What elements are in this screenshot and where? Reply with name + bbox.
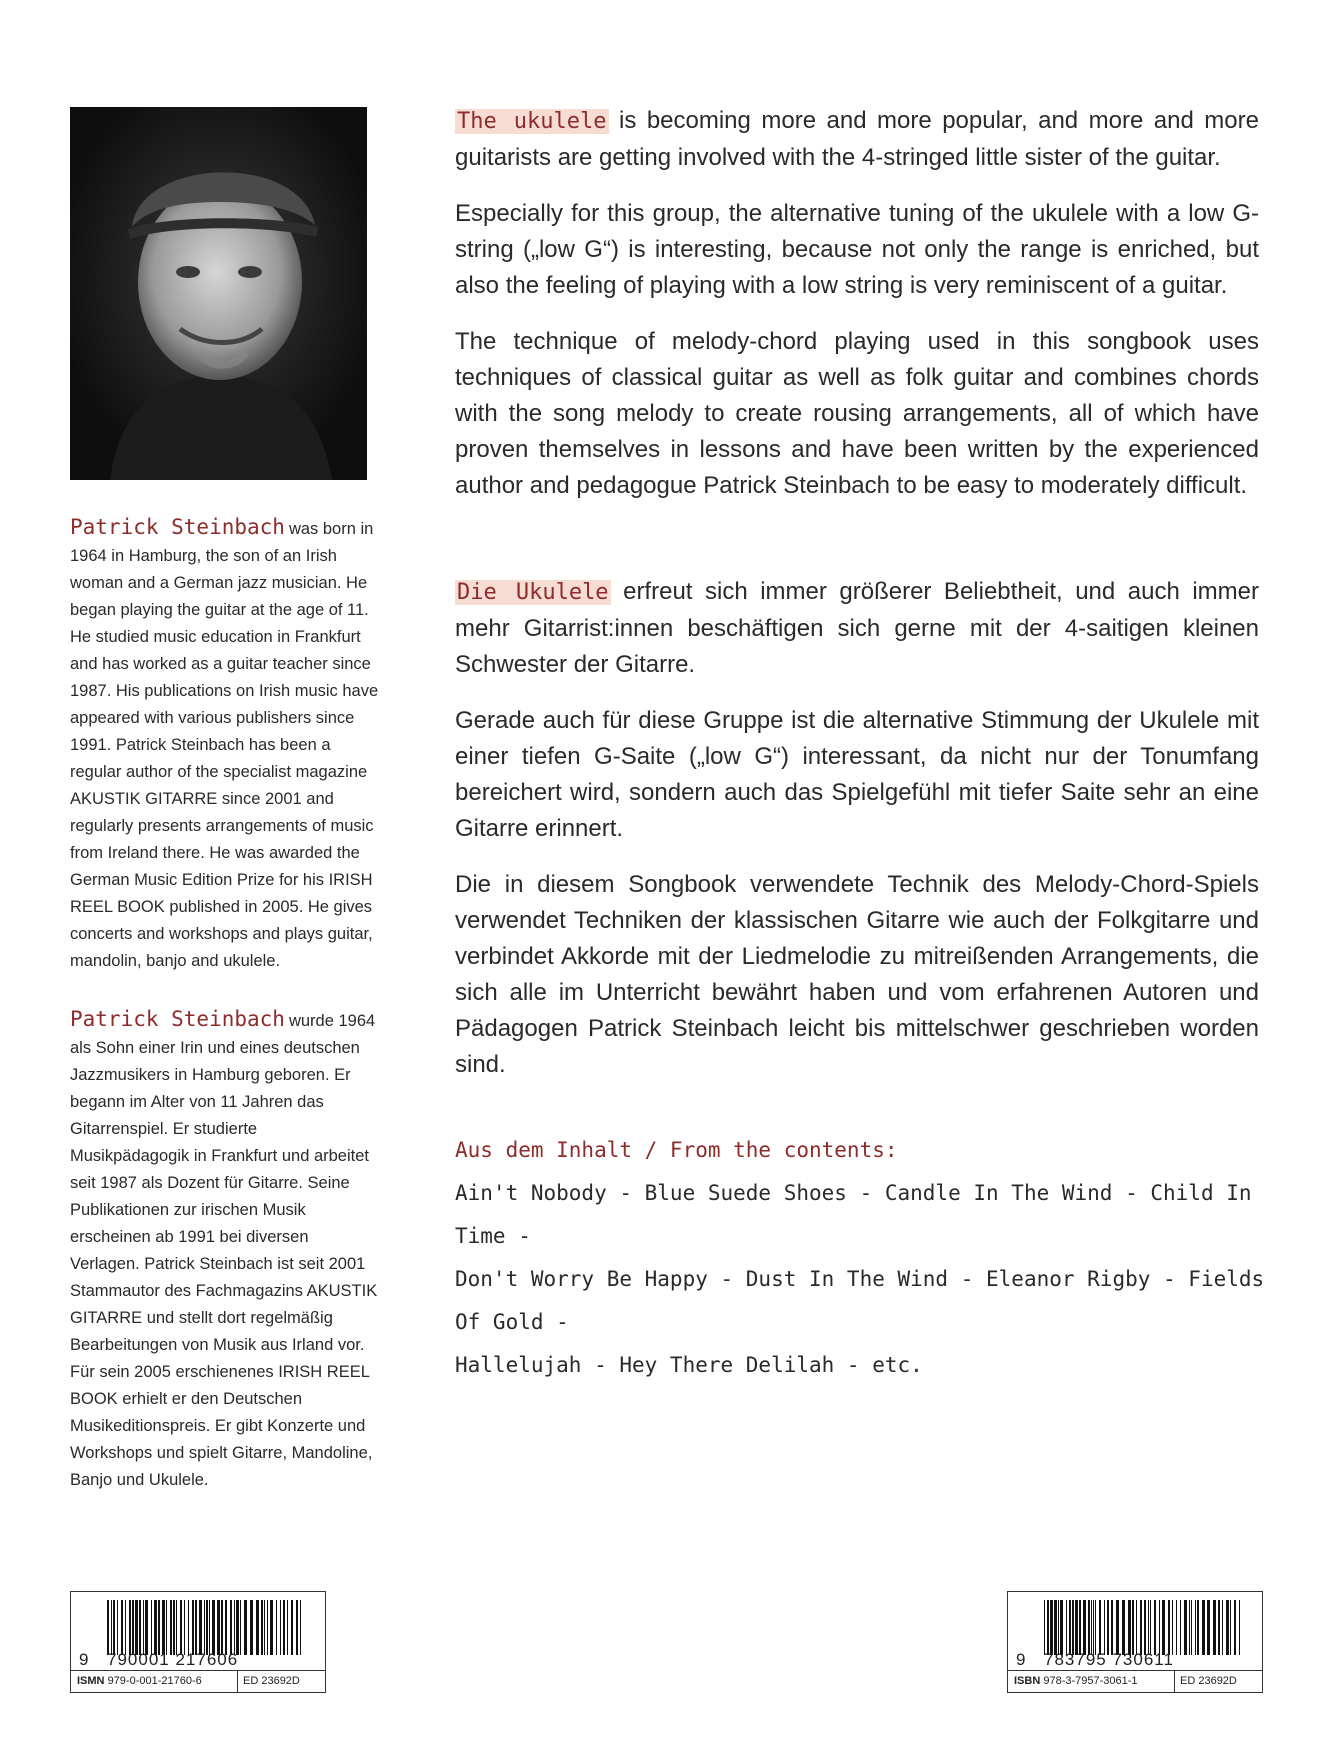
barcode-bar	[158, 1600, 160, 1655]
barcode-bar	[1230, 1600, 1231, 1655]
barcode-bar	[280, 1600, 281, 1655]
edition-number: ED 23692D	[1180, 1675, 1237, 1687]
code-value: 979-0-001-21760-6	[107, 1675, 202, 1687]
barcode-bar	[1066, 1600, 1067, 1655]
contents-section	[455, 1134, 1285, 1387]
code-value: 978-3-7957-3061-1	[1043, 1675, 1138, 1687]
barcode-bar	[1150, 1600, 1151, 1655]
barcode-bar	[176, 1600, 177, 1655]
barcode-bar	[1180, 1600, 1181, 1655]
barcode-bar	[1091, 1600, 1092, 1655]
barcode-bar	[1054, 1600, 1057, 1655]
code-label: ISBN	[1014, 1675, 1041, 1687]
english-description	[455, 103, 1259, 524]
barcode-bar	[1083, 1600, 1086, 1655]
barcode-bar	[1069, 1600, 1071, 1655]
barcode-bar	[250, 1600, 253, 1655]
barcode-bar	[1226, 1600, 1229, 1655]
en-paragraph-3: The technique of melody-chord playing used in this songbook uses techniques of classical guitar as well as folk guitar and combines chords with the song melody to create rousing arrangements, all of which have proven themselves in lessons and have been written by the experienced author and pedagogue Patrick Steinbach to be easy to moderately difficult.	[455, 328, 1259, 499]
de-p1-text: erfreut sich immer größerer Beliebtheit, und auch immer mehr Gitarrist:innen beschäftigen sich gerne mit der 4-saitigen kleinen Schwester der Gitarre.	[455, 578, 1259, 678]
barcode-bar	[151, 1600, 152, 1655]
barcode-bar	[1140, 1600, 1142, 1655]
barcode-bar	[188, 1600, 189, 1655]
barcode-bar	[283, 1600, 285, 1655]
barcode-bar	[184, 1600, 185, 1655]
barcode-bar	[117, 1600, 118, 1655]
barcode-bar	[264, 1600, 265, 1655]
barcode-bar	[1095, 1600, 1096, 1655]
barcode-bar	[1172, 1600, 1173, 1655]
barcode-bar	[230, 1600, 232, 1655]
barcode-bar	[135, 1600, 138, 1655]
isbn-barcode	[1007, 1591, 1263, 1693]
barcode-bar	[206, 1600, 208, 1655]
en-paragraph-2: Especially for this group, the alternative tuning of the ukulele with a low G-string („low G“) is interesting, because not only the range is enriched, but also the feeling of playing with a low string is very reminiscent of a guitar.	[455, 200, 1259, 299]
barcode-bar	[1072, 1600, 1074, 1655]
barcode-bar	[173, 1600, 175, 1655]
contents-list	[455, 1172, 1285, 1387]
barcode-first-digit: 9	[1016, 1650, 1026, 1669]
barcode-bar	[180, 1600, 182, 1655]
author-bio-english	[70, 514, 380, 975]
en-paragraph-1	[455, 103, 1259, 176]
barcode-bar	[221, 1600, 223, 1655]
barcode-footer	[71, 1670, 325, 1693]
barcode-bar	[225, 1600, 227, 1655]
barcode-bar	[145, 1600, 148, 1655]
barcode-bar	[1197, 1600, 1199, 1655]
barcode-bar	[121, 1600, 123, 1655]
divider	[1174, 1671, 1175, 1693]
barcode-bar	[129, 1600, 131, 1655]
barcode-bar	[1239, 1600, 1240, 1655]
barcode-bar	[1234, 1600, 1236, 1655]
barcode-bar	[1050, 1600, 1053, 1655]
barcode-bar	[1075, 1600, 1078, 1655]
barcode-bar	[270, 1600, 273, 1655]
barcode-bar	[1195, 1600, 1196, 1655]
barcode-bar	[192, 1600, 194, 1655]
barcode-bar	[1047, 1600, 1049, 1655]
code-label: ISMN	[77, 1675, 105, 1687]
author-name: Patrick Steinbach	[70, 1007, 285, 1031]
barcode-bar	[199, 1600, 202, 1655]
author-bio-german	[70, 1006, 380, 1494]
barcode-bar	[300, 1600, 301, 1655]
barcode-bar	[1132, 1600, 1134, 1655]
barcode-bar	[111, 1600, 112, 1655]
barcode-bar	[1144, 1600, 1146, 1655]
barcode-bar	[234, 1600, 235, 1655]
barcode-bar	[1191, 1600, 1192, 1655]
barcode-bar	[107, 1600, 109, 1655]
barcode-bar	[1088, 1600, 1090, 1655]
barcode-bar	[125, 1600, 126, 1655]
divider	[237, 1671, 238, 1693]
barcode-bars	[1044, 1600, 1244, 1655]
barcode-first-digit: 9	[79, 1650, 89, 1669]
ismn-barcode	[70, 1591, 326, 1693]
bio-text: was born in 1964 in Hamburg, the son of an Irish woman and a German jazz musician. He began playing the guitar at the age of 11. He studied music education in Frankfurt and has worked as a guitar teacher since 1987. His publications on Irish music have appeared with various publishers since 1991. Patrick Steinbach has been a regular author of the specialist magazine AKUSTIK GITARRE since 2001 and regularly presents arrangements of music from Ireland there. He was awarded the German Music Edition Prize for his IRISH REEL BOOK published in 2005. He gives concerts and workshops and plays guitar, mandolin, banjo and ukulele.	[70, 520, 379, 970]
barcode-bar	[1111, 1600, 1113, 1655]
barcode-bar	[113, 1600, 115, 1655]
bio-text: wurde 1964 als Sohn einer Irin und eines deutschen Jazzmusikers in Hamburg geboren. Er begann im Alter von 11 Jahren das Gitarrenspiel. Er studierte Musikpädagogik in Frankfurt und arbeitet seit 1987 als Dozent für Gitarre. Seine Publikationen zur irischen Musik erscheinen ab 1991 bei diversen Verlagen. Patrick Steinbach ist seit 2001 Stammautor des Fachmagazins AKUSTIK GITARRE und stellt dort regelmäßig Bearbeitungen von Musik aus Irland vor. Für sein 2005 erschienenes IRISH REEL BOOK erhielt er den Deutschen Musikeditionspreis. Er gibt Konzerte und Workshops und spielt Gitarre, Mandoline, Banjo und Ukulele.	[70, 1012, 378, 1489]
de-paragraph-2: Gerade auch für diese Gruppe ist die alternative Stimmung der Ukulele mit einer tiefen G-Saite („low G“) interessant, da nicht nur der Tonumfang bereichert wird, sondern auch das Spielgefühl mit tiefer Saite sehr an eine Gitarre erinnert.	[455, 707, 1259, 842]
barcode-bar	[1079, 1600, 1081, 1655]
barcode-bar	[1213, 1600, 1216, 1655]
barcode-bar	[1122, 1600, 1125, 1655]
barcode-bar	[1099, 1600, 1101, 1655]
barcode-digits: 790001 217606	[107, 1650, 239, 1669]
barcode-bar	[1060, 1600, 1063, 1655]
author-photo	[70, 107, 367, 480]
barcode-bar	[170, 1600, 172, 1655]
de-paragraph-3: Die in diesem Songbook verwendete Technik des Melody-Chord-Spiels verwendet Techniken der klassischen Gitarre wie auch der Folkgitarre und verbindet Akkorde mit der Liedmelodie zu mitreißenden Arrangements, die sich alle im Unterricht bewährt haben und vom erfahrenen Autoren und Pädagogen Patrick Steinbach leicht bis mittelschwer geschrieben worden sind.	[455, 871, 1259, 1078]
barcode-bar	[139, 1600, 141, 1655]
contents-line: Don't Worry Be Happy - Dust In The Wind - Eleanor Rigby - Fields Of Gold -	[455, 1267, 1265, 1334]
barcode-bar	[1159, 1600, 1160, 1655]
barcode-bar	[256, 1600, 259, 1655]
barcode-bar	[1207, 1600, 1210, 1655]
barcode-bar	[240, 1600, 241, 1655]
barcode-bar	[1222, 1600, 1223, 1655]
contents-title: Aus dem Inhalt / From the contents:	[455, 1138, 898, 1162]
barcode-bar	[1154, 1600, 1156, 1655]
barcode-digits: 783795 730611	[1044, 1650, 1174, 1669]
barcode-bar	[1116, 1600, 1119, 1655]
author-name: Patrick Steinbach	[70, 515, 285, 539]
barcode-bar	[1189, 1600, 1190, 1655]
barcode-bar	[1058, 1600, 1059, 1655]
barcode-bar	[217, 1600, 220, 1655]
barcode-bar	[236, 1600, 239, 1655]
edition-number: ED 23692D	[243, 1675, 300, 1687]
barcode-bar	[132, 1600, 134, 1655]
barcode-bar	[1218, 1600, 1220, 1655]
author-portrait-image	[70, 107, 367, 480]
barcode-bar	[1202, 1600, 1205, 1655]
barcode-bar	[1107, 1600, 1109, 1655]
barcode-bar	[212, 1600, 215, 1655]
contents-line: Hallelujah - Hey There Delilah - etc.	[455, 1353, 923, 1377]
barcode-bars	[107, 1600, 307, 1655]
barcode-bar	[154, 1600, 157, 1655]
barcode-bar	[291, 1600, 293, 1655]
german-description	[455, 574, 1259, 1103]
barcode-bar	[244, 1600, 247, 1655]
barcode-bar	[209, 1600, 210, 1655]
barcode-bar	[276, 1600, 277, 1655]
barcode-bar	[1044, 1600, 1045, 1655]
barcode-bar	[166, 1600, 167, 1655]
de-paragraph-1	[455, 574, 1259, 683]
barcode-bar	[204, 1600, 205, 1655]
barcode-bar	[1168, 1600, 1170, 1655]
barcode-footer	[1008, 1670, 1262, 1693]
barcode-bar	[1093, 1600, 1094, 1655]
barcode-bar	[287, 1600, 288, 1655]
contents-line: Ain't Nobody - Blue Suede Shoes - Candle In The Wind - Child In Time -	[455, 1181, 1252, 1248]
highlight-ukulele: The ukulele	[457, 109, 607, 134]
highlight-ukulele: Die Ukulele	[457, 580, 609, 605]
barcode-bar	[1148, 1600, 1149, 1655]
barcode-bar	[143, 1600, 144, 1655]
barcode-bar	[1128, 1600, 1131, 1655]
barcode-bar	[296, 1600, 298, 1655]
barcode-bar	[195, 1600, 197, 1655]
barcode-bar	[162, 1600, 165, 1655]
barcode-bar	[1162, 1600, 1165, 1655]
barcode-bar	[267, 1600, 268, 1655]
en-p1-text: is becoming more and more popular, and more and more guitarists are getting involved with the 4-stringed little sister of the guitar.	[455, 107, 1259, 171]
barcode-bar	[261, 1600, 263, 1655]
barcode-bar	[1136, 1600, 1137, 1655]
barcode-bar	[1184, 1600, 1187, 1655]
barcode-bar	[1176, 1600, 1177, 1655]
barcode-bar	[1104, 1600, 1105, 1655]
